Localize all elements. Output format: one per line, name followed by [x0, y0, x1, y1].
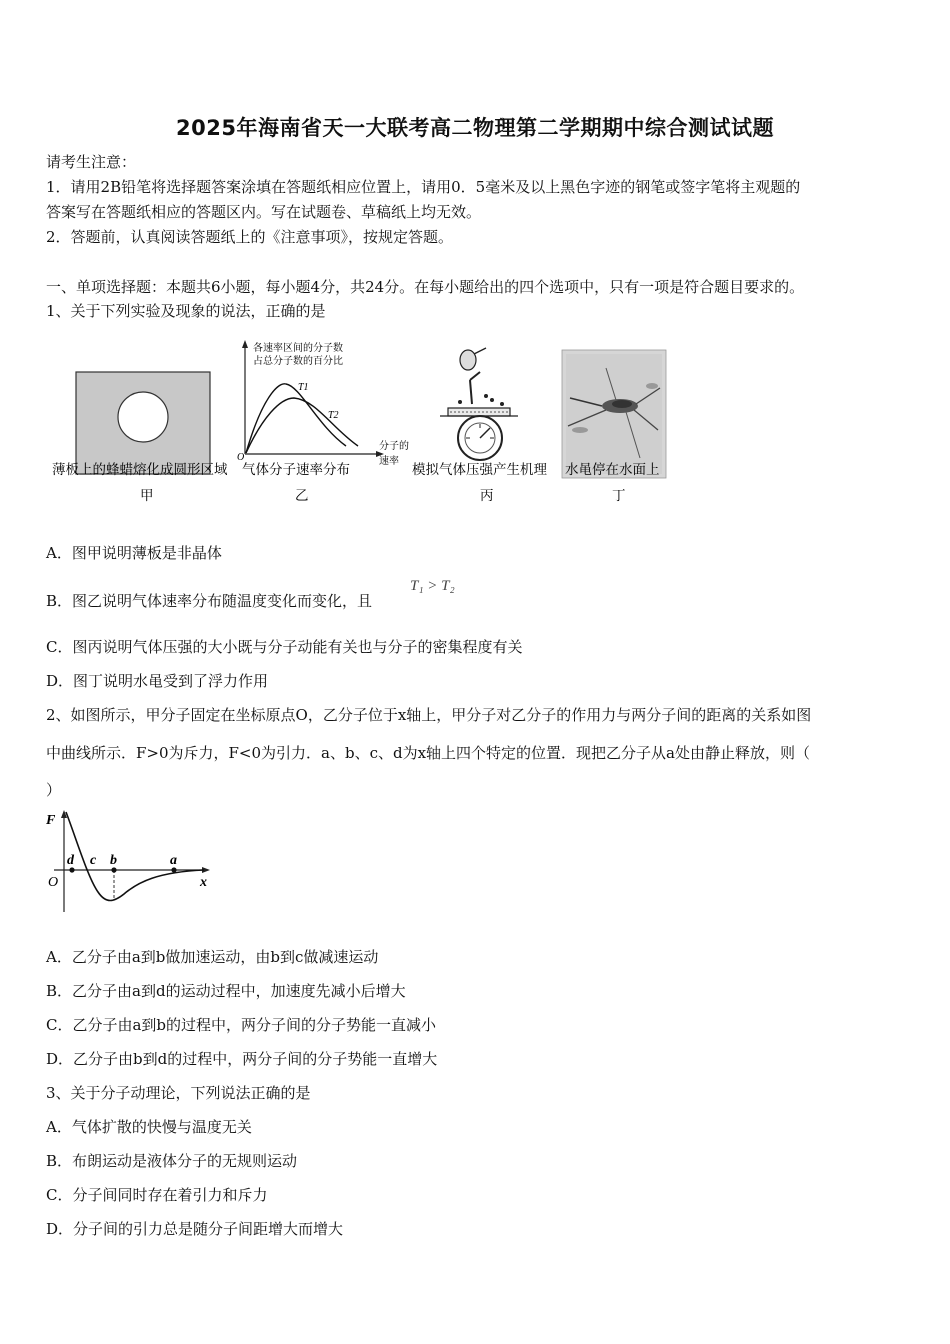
q1-option-b: B．图乙说明气体速率分布随温度变化而变化，且 — [46, 592, 373, 610]
label-d: d — [67, 853, 74, 868]
q1-option-d: D．图丁说明水黾受到了浮力作用 — [46, 672, 269, 690]
label-ding: 丁 — [612, 488, 626, 503]
curve-t2 — [246, 398, 358, 453]
notice-item-2: 2．答题前，认真阅读答题纸上的《注意事项》，按规定答题。 — [46, 228, 454, 246]
q2-stem-line-2: 中曲线所示．F>0为斥力，F<0为引力．a、b、c、d为x轴上四个特定的位置．现把乙分子从a处由静止释放，则（ — [46, 744, 810, 762]
q2-stem-line-1: 2、如图所示，甲分子固定在坐标原点O，乙分子位于x轴上，甲分子对乙分子的作用力与两分子间的距离的关系如图 — [46, 706, 812, 724]
point-b — [111, 867, 116, 872]
label-b: b — [110, 853, 117, 868]
q3-option-a: A．气体扩散的快慢与温度无关 — [46, 1118, 252, 1136]
label-c: c — [90, 853, 97, 868]
caption-bing: 模拟气体压强产生机理 — [412, 462, 547, 477]
y-axis-arrow-icon — [242, 340, 248, 348]
q2-option-a: A．乙分子由a到b做加速运动，由b到c做减速运动 — [46, 948, 379, 966]
q1-stem: 1、关于下列实验及现象的说法，正确的是 — [46, 302, 326, 320]
notice-heading: 请考生注意： — [46, 153, 137, 171]
water-strider-photo — [562, 350, 666, 478]
melted-wax-circle — [118, 392, 168, 442]
label-yi: 乙 — [295, 488, 309, 503]
q1-option-b-formula: T₁ > T₂ — [410, 578, 455, 594]
axis-label-f: F — [46, 813, 56, 828]
force-curve — [66, 812, 204, 901]
label-jia: 甲 — [140, 488, 154, 503]
speed-graph-xlabel-1: 分子的 — [379, 441, 409, 452]
caption-jia: 薄板上的蜂蜡熔化成圆形区域 — [52, 462, 228, 477]
section-heading: 一、单项选择题：本题共6小题，每小题4分，共24分。在每小题给出的四个选项中，只有一项是符合题目要求的。 — [46, 278, 805, 296]
page-title: 2025年海南省天一大联考高二物理第二学期期中综合测试试题 — [176, 116, 774, 140]
caption-ding: 水黾停在水面上 — [565, 462, 660, 477]
label-bing: 丙 — [480, 488, 494, 503]
point-d — [69, 867, 74, 872]
speed-graph-ylabel-1: 各速率区间的分子数 — [253, 343, 343, 354]
notice-item-1-line-1: 1．请用2B铅笔将选择题答案涂填在答题纸相应位置上，请用0．5毫米及以上黑色字迹的钢笔或签字笔将主观题的 — [46, 178, 801, 196]
q2-option-d: D．乙分子由b到d的过程中，两分子间的分子势能一直增大 — [46, 1050, 438, 1068]
pressure-apparatus — [440, 348, 518, 460]
q2-option-c: C．乙分子由a到b的过程中，两分子间的分子势能一直减小 — [46, 1016, 437, 1034]
q3-option-b: B．布朗运动是液体分子的无规则运动 — [46, 1152, 298, 1170]
q2-option-b: B．乙分子由a到d的运动过程中，加速度先减小后增大 — [46, 982, 406, 1000]
curve-t1-label: T1 — [298, 382, 309, 393]
axis-label-o: O — [48, 875, 59, 890]
axis-label-x: x — [200, 875, 207, 890]
label-a: a — [170, 853, 177, 868]
q1-figure — [40, 338, 690, 508]
q3-option-d: D．分子间的引力总是随分子间距增大而增大 — [46, 1220, 344, 1238]
speed-graph-xlabel-2: 速率 — [379, 456, 399, 467]
point-a — [171, 867, 176, 872]
speed-graph-ylabel-2: 占总分子数的百分比 — [253, 356, 343, 367]
speed-graph-origin: O — [237, 452, 245, 463]
curve-t2-label: T2 — [328, 410, 339, 421]
caption-yi: 气体分子速率分布 — [242, 462, 350, 477]
q3-stem: 3、关于分子动理论，下列说法正确的是 — [46, 1084, 311, 1102]
q3-option-c: C．分子间同时存在着引力和斥力 — [46, 1186, 268, 1204]
notice-item-1-line-2: 答案写在答题纸相应的答题区内。写在试题卷、草稿纸上均无效。 — [46, 203, 482, 221]
q2-force-graph — [40, 808, 220, 920]
q1-option-c: C．图丙说明气体压强的大小既与分子动能有关也与分子的密集程度有关 — [46, 638, 523, 656]
q1-option-a: A．图甲说明薄板是非晶体 — [46, 544, 222, 562]
q2-stem-line-3: ） — [46, 781, 62, 799]
